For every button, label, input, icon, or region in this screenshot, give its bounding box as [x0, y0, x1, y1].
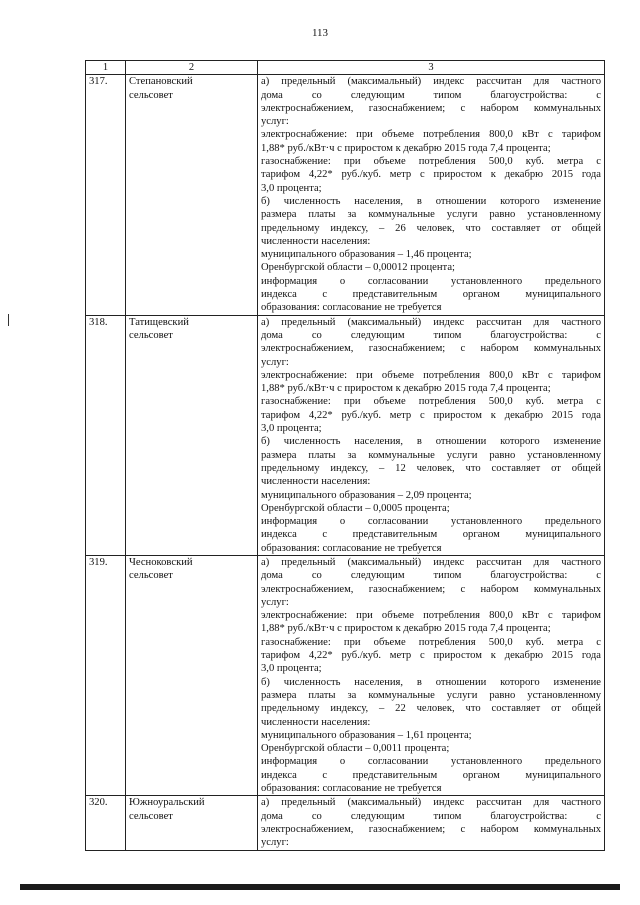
description-line: тарифом 4,22* руб./куб. метр с приростом к декабрю 2015 года [261, 650, 601, 662]
description-line: б) численность населения, в отношении которого изменение [261, 676, 601, 688]
municipality-name [126, 315, 258, 555]
column-header-2: 2 [126, 61, 258, 75]
description-line: Оренбургской области – 0,0005 процента; [261, 502, 450, 514]
row-number: 317. [86, 75, 126, 315]
row-number: 319. [86, 555, 126, 795]
municipality-name-line: Татищевский [129, 316, 189, 328]
description-line: 3,0 процента; [261, 182, 322, 194]
description-line: размера платы за коммунальные услуги равно установленному [261, 209, 601, 221]
table-row [86, 796, 605, 850]
municipality-name-line: сельсовет [129, 570, 173, 582]
description-line: Оренбургской области – 0,0011 процента; [261, 743, 450, 755]
description-line: электроснабжение: при объеме потребления 800,0 кВт с тарифом [261, 129, 601, 141]
index-description [258, 315, 605, 555]
description-line: размера платы за коммунальные услуги равно установленному [261, 449, 601, 461]
description-line: дома со следующим типом благоустройства: с [261, 810, 601, 822]
description-line: электроснабжение: при объеме потребления 800,0 кВт с тарифом [261, 610, 601, 622]
description-line: индекса с представительным органом муниципального [261, 289, 601, 301]
table-row [86, 75, 605, 315]
description-line: индекса с представительным органом муниципального [261, 529, 601, 541]
description-line: информация о согласовании установленного предельного [261, 756, 601, 768]
description-line: электроснабжением, газоснабжением; с набором коммунальных [261, 583, 601, 595]
description-line: тарифом 4,22* руб./куб. метр с приростом к декабрю 2015 года [261, 409, 601, 421]
description-line: муниципального образования – 1,46 процента; [261, 249, 472, 261]
description-line: образования: согласование не требуется [261, 542, 442, 554]
description-line: размера платы за коммунальные услуги равно установленному [261, 689, 601, 701]
description-line: муниципального образования – 1,61 процента; [261, 729, 472, 741]
description-line: дома со следующим типом благоустройства: с [261, 89, 601, 101]
table-row [86, 555, 605, 795]
description-line: 1,88* руб./кВт·ч с приростом к декабрю 2015 года 7,4 процента; [261, 383, 551, 395]
row-number: 320. [86, 796, 126, 850]
municipality-name-line: Степановский [129, 76, 193, 88]
description-line: электроснабжением, газоснабжением; с набором коммунальных [261, 102, 601, 114]
description-line: Оренбургской области – 0,00012 процента; [261, 262, 455, 274]
description-line: услуг: [261, 596, 289, 608]
description-line: услуг: [261, 837, 289, 849]
description-line: информация о согласовании установленного предельного [261, 275, 601, 287]
description-line: 1,88* руб./кВт·ч с приростом к декабрю 2015 года 7,4 процента; [261, 623, 551, 635]
description-line: услуг: [261, 116, 289, 128]
description-line: дома со следующим типом благоустройства: с [261, 329, 601, 341]
description-line: 1,88* руб./кВт·ч с приростом к декабрю 2015 года 7,4 процента; [261, 142, 551, 154]
column-header-3: 3 [258, 61, 605, 75]
description-line: электроснабжением, газоснабжением; с набором коммунальных [261, 343, 601, 355]
index-description [258, 796, 605, 850]
description-line: численности населения: [261, 235, 371, 247]
table-row [86, 315, 605, 555]
column-header-1: 1 [86, 61, 126, 75]
description-line: индекса с представительным органом муниципального [261, 769, 601, 781]
description-line: а) предельный (максимальный) индекс рассчитан для частного [261, 316, 601, 328]
description-line: газоснабжение: при объеме потребления 500,0 куб. метра с [261, 396, 601, 408]
municipality-name [126, 555, 258, 795]
index-description [258, 75, 605, 315]
municipal-index-table [85, 60, 605, 851]
description-line: а) предельный (максимальный) индекс рассчитан для частного [261, 797, 601, 809]
description-line: 3,0 процента; [261, 663, 322, 675]
margin-mark [8, 314, 9, 326]
municipality-name [126, 75, 258, 315]
table-body [86, 61, 605, 851]
index-description [258, 555, 605, 795]
description-line: дома со следующим типом благоустройства: с [261, 570, 601, 582]
municipality-name-line: сельсовет [129, 329, 173, 341]
description-line: б) численность населения, в отношении которого изменение [261, 195, 601, 207]
description-line: электроснабжением, газоснабжением; с набором коммунальных [261, 823, 601, 835]
description-line: информация о согласовании установленного предельного [261, 516, 601, 528]
description-line: образования: согласование не требуется [261, 302, 442, 314]
description-line: тарифом 4,22* руб./куб. метр с приростом к декабрю 2015 года [261, 169, 601, 181]
municipality-name-line: Южноуральский [129, 797, 205, 809]
municipality-name [126, 796, 258, 850]
municipality-name-line: сельсовет [129, 810, 173, 822]
municipality-name-line: сельсовет [129, 89, 173, 101]
description-line: численности населения: [261, 716, 371, 728]
description-line: а) предельный (максимальный) индекс рассчитан для частного [261, 556, 601, 568]
municipality-name-line: Чесноковский [129, 556, 193, 568]
description-line: предельному индексу, – 26 человек, что составляет от общей [261, 222, 601, 234]
description-line: газоснабжение: при объеме потребления 500,0 куб. метра с [261, 636, 601, 648]
description-line: численности населения: [261, 476, 371, 488]
description-line: образования: согласование не требуется [261, 783, 442, 795]
description-line: 3,0 процента; [261, 423, 322, 435]
table-header-row [86, 61, 605, 75]
description-line: б) численность населения, в отношении которого изменение [261, 436, 601, 448]
scan-bottom-edge [20, 884, 620, 890]
page-number: 113 [311, 27, 329, 39]
description-line: услуг: [261, 356, 289, 368]
description-line: предельному индексу, – 22 человек, что составляет от общей [261, 703, 601, 715]
description-line: газоснабжение: при объеме потребления 500,0 куб. метра с [261, 156, 601, 168]
description-line: электроснабжение: при объеме потребления 800,0 кВт с тарифом [261, 369, 601, 381]
row-number: 318. [86, 315, 126, 555]
description-line: предельному индексу, – 12 человек, что составляет от общей [261, 462, 601, 474]
description-line: а) предельный (максимальный) индекс рассчитан для частного [261, 76, 601, 88]
description-line: муниципального образования – 2,09 процента; [261, 489, 472, 501]
